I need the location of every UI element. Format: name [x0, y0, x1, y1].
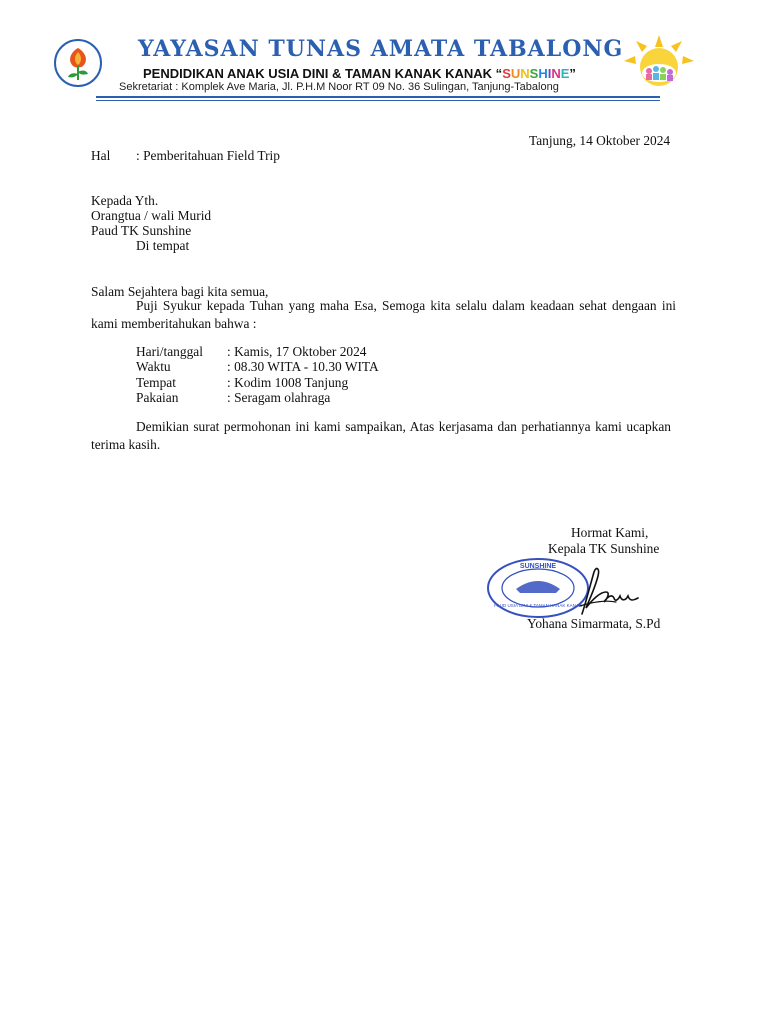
subject-label: Hal [91, 148, 111, 163]
letterhead-divider-thin [96, 100, 660, 101]
brand-letter: H [538, 66, 548, 81]
school-flower-logo-icon [53, 38, 103, 88]
stamp-top-text: SUNSHINE [519, 563, 557, 570]
brand-letter: S [502, 66, 511, 81]
sign-salutation: Hormat Kami, [571, 525, 649, 540]
recipient-place: Di tempat [136, 238, 190, 253]
greeting: Salam Sejahtera bagi kita semua, [91, 284, 269, 299]
detail-value: : Seragam olahraga [227, 390, 331, 405]
subtitle-prefix: PENDIDIKAN ANAK USIA DINI & TAMAN KANAK KANAK “ [143, 66, 503, 81]
sunshine-sun-logo-icon [622, 33, 696, 91]
stamp-ring-text: PAUD USIA DINI & TAMAN KANAK KANAK [494, 603, 582, 608]
handwritten-signature-icon [572, 562, 644, 620]
organization-subtitle [143, 66, 576, 81]
brand-letter: N [551, 66, 561, 81]
detail-value: : Kodim 1008 Tanjung [227, 375, 349, 390]
letterhead-divider [96, 96, 660, 98]
subject-value: : Pemberitahuan Field Trip [136, 148, 280, 163]
recipient-line: Orangtua / wali Murid [91, 208, 212, 223]
brand-letter: U [510, 66, 521, 81]
organization-name: YAYASAN TUNAS AMATA TABALONG [138, 36, 624, 62]
subtitle-brand [502, 66, 569, 81]
detail-label: Pakaian [136, 390, 179, 405]
brand-letter: I [547, 66, 552, 81]
letter-date: Tanjung, 14 Oktober 2024 [529, 133, 671, 148]
recipient-line: Paud TK Sunshine [91, 223, 192, 238]
organization-address: Sekretariat : Komplek Ave Maria, Jl. P.H.M Noor RT 09 No. 36 Sulingan, Tanjung-Tabalong [119, 81, 559, 93]
brand-letter: N [520, 66, 530, 81]
detail-value: : 08.30 WITA - 10.30 WITA [227, 359, 379, 374]
recipient-line: Kepada Yth. [91, 193, 159, 208]
detail-label: Waktu [136, 359, 171, 374]
sign-position: Kepala TK Sunshine [548, 541, 660, 556]
opening-paragraph: Puji Syukur kepada Tuhan yang maha Esa, Semoga kita selalu dalam keadaan sehat dengaan ini kami memberitahukan bahwa : [91, 298, 676, 331]
detail-label: Tempat [136, 375, 176, 390]
closing-paragraph: Demikian surat permohonan ini kami sampaikan, Atas kerjasama dan perhatiannya kami ucapkan terima kasih. [91, 419, 671, 452]
subtitle-suffix: ” [569, 66, 576, 81]
detail-value: : Kamis, 17 Oktober 2024 [227, 344, 367, 359]
signer-name: Yohana Simarmata, S.Pd [527, 616, 661, 631]
brand-letter: S [529, 66, 539, 81]
brand-letter: E [560, 66, 570, 81]
detail-label: Hari/tanggal [136, 344, 203, 359]
